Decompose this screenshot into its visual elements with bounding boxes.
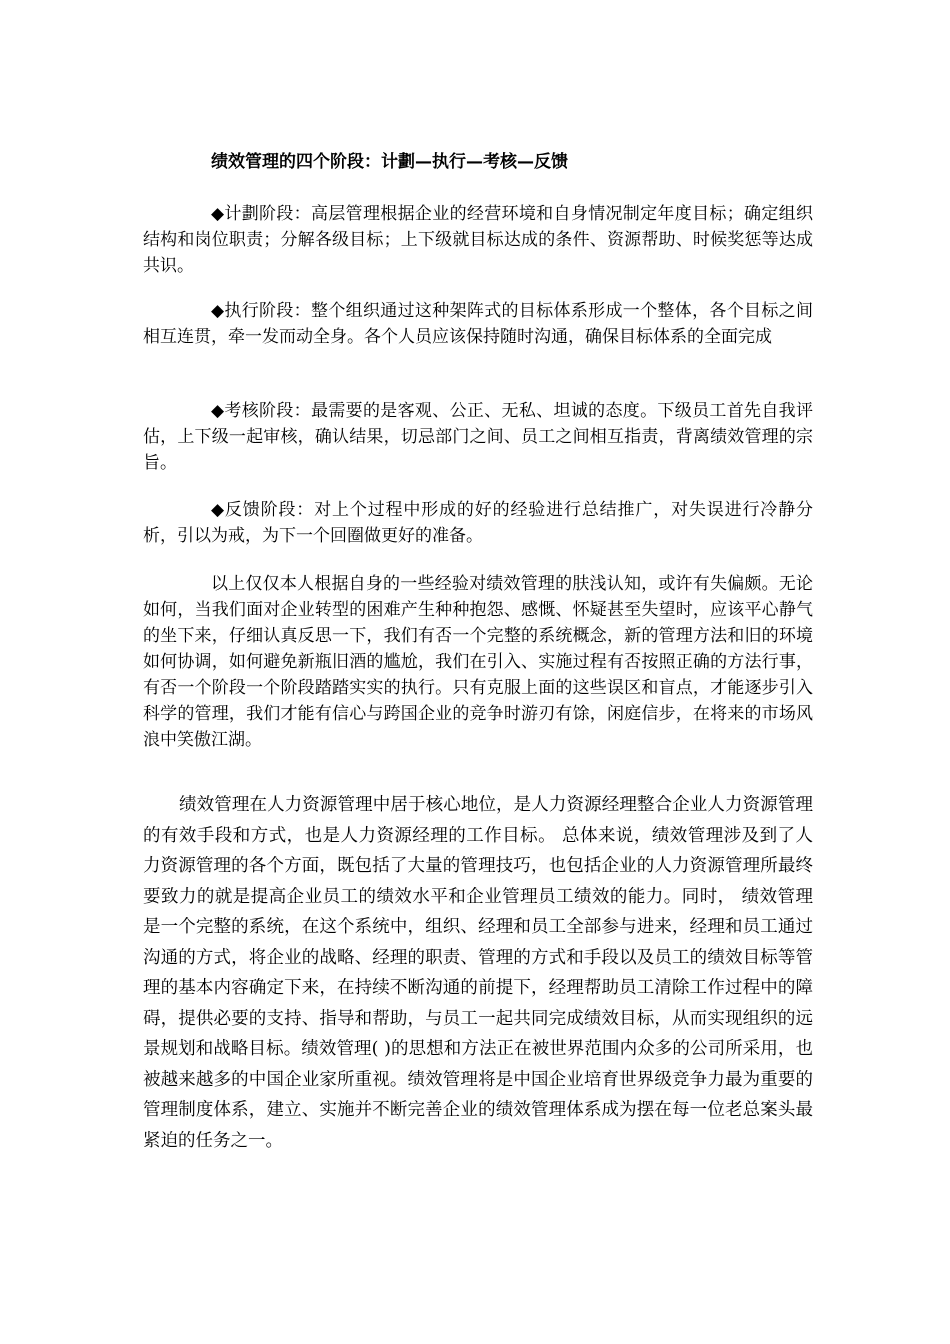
paragraph-feedback-stage: ◆反馈阶段：对上个过程中形成的好的经验进行总结推广，对失误进行冷静分析，引以为戒，为下一个回圈做更好的准备。 [143, 500, 813, 546]
document-title: 绩效管理的四个阶段：计劃—执行—考核—反馈 [211, 152, 568, 172]
paragraph-plan-stage: ◆计劃阶段：高层管理根据企业的经营环境和自身情况制定年度目标；确定组织结构和岗位职责；分解各级目标；上下级就目标达成的条件、资源帮助、时候奖惩等达成共识。 [143, 204, 813, 276]
paragraph-assess-stage: ◆考核阶段：最需要的是客观、公正、无私、坦诚的态度。下级员工首先自我评估，上下级一起审核，确认结果，切忌部门之间、员工之间相互指责，背离绩效管理的宗旨。 [143, 401, 813, 473]
paragraph-execute-stage: ◆执行阶段：整个组织通过这种架阵式的目标体系形成一个整体，各个目标之间相互连贯，牵一发而动全身。各个人员应该保持随时沟通，确保目标体系的全面完成 [143, 301, 813, 347]
paragraph-conclusion: 以上仅仅本人根据自身的一些经验对绩效管理的肤浅认知，或许有失偏颇。无论如何，当我们面对企业转型的困难产生种种抱怨、感慨、怀疑甚至失望时，应该平心静气的坐下来，仔细认真反思一下，我们有否一个完整的系统概念，新的管理方法和旧的环境如何协调，如何避免新瓶旧酒的尴尬，我们在引入、实施过程有否按照正确的方法行事，有否一个阶段一个阶段踏踏实实的执行。只有克服上面的这些误区和盲点，才能逐步引入科学的管理，我们才能有信心与跨国企业的竞争时游刃有馀，闲庭信步，在将来的市场风浪中笑傲江湖。 [143, 574, 813, 750]
paragraph-core-role: 绩效管理在人力资源管理中居于核心地位，是人力资源经理整合企业人力资源管理的有效手段和方式，也是人力资源经理的工作目标。 总体来说，绩效管理涉及到了人力资源管理的各个方面，既包括了大量的管理技巧，也包括企业的人力资源管理所最终要致力的就是提高企业员工的绩效水平和企业管理员工绩效的能力。同时， 绩效管理是一个完整的系统，在这个系统中，组织、经理和员工全部参与进来，经理和员工通过沟通的方式，将企业的战略、经理的职责、管理的方式和手段以及员工的绩效目标等管理的基本内容确定下来，在持续不断沟通的前提下，经理帮助员工清除工作过程中的障碍，提供必要的支持、指导和帮助，与员工一起共同完成绩效目标，从而实现组织的远景规划和战略目标。绩效管理( )的思想和方法正在被世界范围内众多的公司所采用，也被越来越多的中国企业家所重视。绩效管理将是中国企业培育世界级竞争力最为重要的管理制度体系，建立、实施并不断完善企业的绩效管理体系成为摆在每一位老总案头最紧迫的任务之一。 [143, 795, 813, 1151]
